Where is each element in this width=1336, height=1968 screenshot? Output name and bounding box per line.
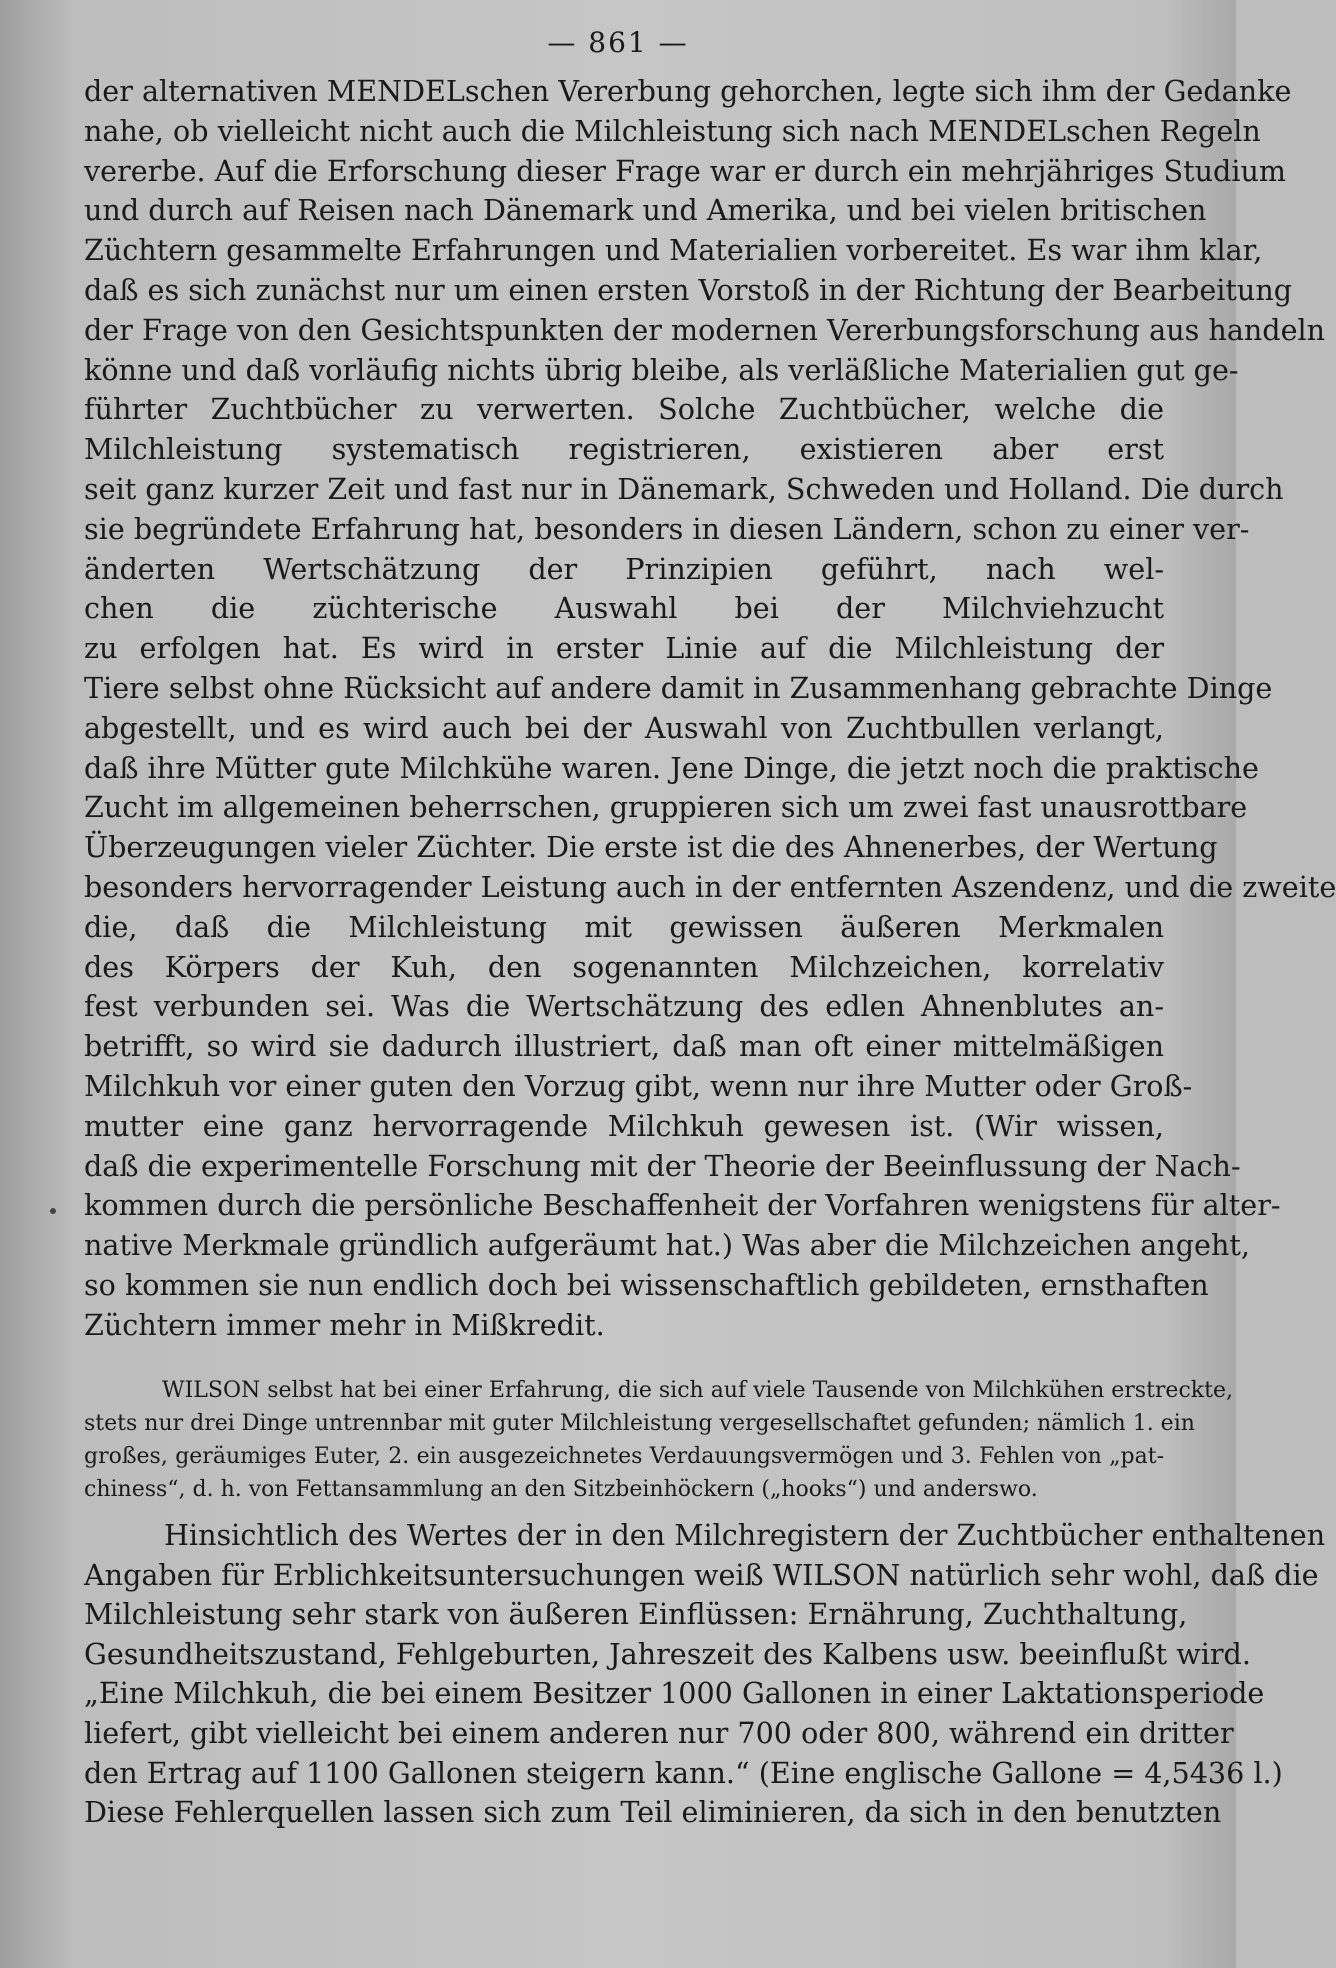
text-line: Gesundheitszustand, Fehlgeburten, Jahreszeit des Kalbens usw. beeinflußt wird.	[84, 1636, 1251, 1671]
text-line: Hinsichtlich des Wertes der in den Milchregistern der Zuchtbücher enthaltenen	[164, 1518, 1326, 1552]
text-line: betrifft, so wird sie dadurch illustriert, daß man oft einer mittelmäßigen	[84, 1029, 1164, 1064]
text-line: Züchtern gesammelte Erfahrungen und Materialien vorbereitet. Es war ihm klar,	[84, 233, 1263, 268]
text-line: kommen durch die persönliche Beschaffenheit der Vorfahren wenigstens für alter-	[84, 1188, 1281, 1223]
text-line: zu erfolgen hat. Es wird in erster Linie auf die Milchleistung der	[84, 631, 1164, 666]
text-line: daß ihre Mütter gute Milchkühe waren. Jene Dinge, die jetzt noch die praktische	[84, 750, 1259, 785]
text-line: so kommen sie nun endlich doch bei wissenschaftlich gebildeten, ernsthaften	[84, 1267, 1209, 1302]
text-line: führter Zuchtbücher zu verwerten. Solche Zuchtbücher, welche die	[84, 392, 1164, 427]
page-number: — 861 —	[547, 26, 689, 59]
text-line: die, daß die Milchleistung mit gewissen äußeren Merkmalen	[84, 909, 1164, 944]
text-line: abgestellt, und es wird auch bei der Auswahl von Zuchtbullen verlangt,	[84, 710, 1164, 745]
text-line: der Frage von den Gesichtspunkten der modernen Vererbungsforschung aus handeln	[84, 312, 1326, 347]
second-paragraph	[84, 1516, 1326, 1833]
margin-mark	[50, 1208, 56, 1214]
text-line: könne und daß vorläufig nichts übrig bleibe, als verläßliche Materialien gut ge-	[84, 352, 1239, 387]
text-line: besonders hervorragender Leistung auch in der entfernten Aszendenz, und die zweite	[84, 869, 1336, 904]
text-line: seit ganz kurzer Zeit und fast nur in Dänemark, Schweden und Holland. Die durch	[84, 471, 1284, 506]
footnote-line: chiness“, d. h. von Fettansammlung an den Sitzbeinhöckern („hooks“) und anderswo.	[84, 1477, 1038, 1502]
text-line: liefert, gibt vielleicht bei einem anderen nur 700 oder 800, während ein dritter	[84, 1715, 1234, 1750]
text-line: sie begründete Erfahrung hat, besonders in diesen Ländern, schon zu einer ver-	[84, 511, 1250, 546]
text-line: Milchleistung systematisch registrieren, existieren aber erst	[84, 432, 1164, 467]
text-line: fest verbunden sei. Was die Wertschätzung des edlen Ahnenblutes an-	[84, 989, 1164, 1024]
text-line: „Eine Milchkuh, die bei einem Besitzer 1000 Gallonen in einer Laktationsperiode	[84, 1676, 1265, 1711]
text-line: daß es sich zunächst nur um einen ersten Vorstoß in der Richtung der Bearbeitung	[84, 272, 1293, 307]
main-paragraph	[84, 72, 1336, 1346]
text-line: nahe, ob vielleicht nicht auch die Milchleistung sich nach MENDELschen Regeln	[84, 113, 1261, 148]
text-line: und durch auf Reisen nach Dänemark und Amerika, und bei vielen britischen	[84, 193, 1207, 228]
text-line: daß die experimentelle Forschung mit der Theorie der Beeinflussung der Nach-	[84, 1148, 1241, 1183]
text-line: der alternativen MENDELschen Vererbung gehorchen, legte sich ihm der Gedanke	[84, 74, 1292, 108]
text-line: Überzeugungen vieler Züchter. Die erste ist die des Ahnenerbes, der Wertung	[84, 830, 1218, 865]
text-line: Tiere selbst ohne Rücksicht auf andere damit in Zusammenhang gebrachte Dinge	[84, 670, 1273, 705]
text-line: Milchkuh vor einer guten den Vorzug gibt, wenn nur ihre Mutter oder Groß-	[84, 1068, 1193, 1103]
footnote-line: WILSON selbst hat bei einer Erfahrung, die sich auf viele Tausende von Milchkühen erstreckte,	[162, 1378, 1233, 1403]
text-line: Milchleistung sehr stark von äußeren Einflüssen: Ernährung, Zuchthaltung,	[84, 1597, 1188, 1632]
text-line: den Ertrag auf 1100 Gallonen steigern kann.“ (Eine englische Gallone = 4,5436 l.)	[84, 1755, 1283, 1790]
text-line: änderten Wertschätzung der Prinzipien geführt, nach wel-	[84, 551, 1164, 586]
text-line: Diese Fehlerquellen lassen sich zum Teil eliminieren, da sich in den benutzten	[84, 1795, 1222, 1830]
text-line: vererbe. Auf die Erforschung dieser Frage war er durch ein mehrjähriges Studium	[84, 153, 1287, 188]
text-line: des Körpers der Kuh, den sogenannten Milchzeichen, korrelativ	[84, 949, 1164, 984]
footnote-line: großes, geräumiges Euter, 2. ein ausgezeichnetes Verdauungsvermögen und 3. Fehlen von „pat-	[84, 1444, 1164, 1469]
text-line: Züchtern immer mehr in Mißkredit.	[84, 1307, 605, 1342]
text-line: native Merkmale gründlich aufgeräumt hat.) Was aber die Milchzeichen angeht,	[84, 1228, 1250, 1263]
footnote-line: stets nur drei Dinge untrennbar mit guter Milchleistung vergesellschaftet gefunden; nämlich 1. ein	[84, 1411, 1195, 1436]
text-line: mutter eine ganz hervorragende Milchkuh gewesen ist. (Wir wissen,	[84, 1108, 1164, 1143]
text-line: Zucht im allgemeinen beherrschen, gruppieren sich um zwei fast unausrottbare	[84, 790, 1248, 825]
text-line: Angaben für Erblichkeitsuntersuchungen weiß WILSON natürlich sehr wohl, daß die	[84, 1557, 1319, 1592]
footnote	[84, 1374, 1233, 1506]
text-line: chen die züchterische Auswahl bei der Milchviehzucht	[84, 591, 1164, 626]
